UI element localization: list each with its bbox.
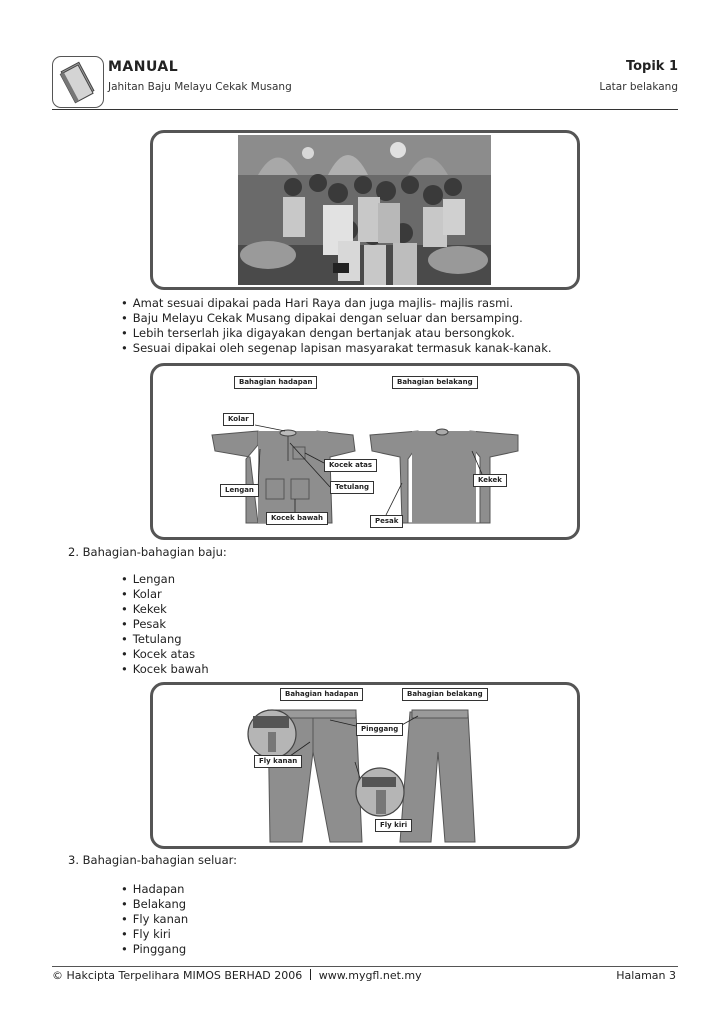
shirt-diagram [150,363,580,540]
list-item: • Lebih terserlah jika digayakan dengan bertanjak atau bersongkok. [121,326,552,341]
section3-heading: 3. Bahagian-bahagian seluar: [68,853,238,867]
list-item: • Fly kiri [121,927,188,942]
manual-book-icon [52,56,104,108]
label-kocek-atas: Kocek atas [324,459,377,472]
list-item: • Kocek bawah [121,662,209,677]
label-kekek: Kekek [473,474,507,487]
page-header [52,52,678,110]
list-item: • Pinggang [121,942,188,957]
list-item: • Kolar [121,587,209,602]
label-kolar: Kolar [223,413,254,426]
footer-divider [52,966,678,967]
manual-title: MANUAL [108,59,179,75]
label-tetulang: Tetulang [330,481,374,494]
list-item: • Belakang [121,897,188,912]
copyright-text: © Hakcipta Terpelihara MIMOS BERHAD 2006 [52,969,303,982]
list-item: • Amat sesuai dipakai pada Hari Raya dan juga majlis- majlis rasmi. [121,296,552,311]
list-item: • Lengan [121,572,209,587]
label-pesak: Pesak [370,515,403,528]
trousers-diagram [150,682,580,849]
section2-heading: 2. Bahagian-bahagian baju: [68,545,227,559]
label-fly-kiri: Fly kiri [375,819,412,832]
shirt-front-label: Bahagian hadapan [234,376,317,389]
list-item: • Fly kanan [121,912,188,927]
website-link[interactable]: www.mygfl.net.my [318,969,422,982]
manual-subtitle: Jahitan Baju Melayu Cekak Musang [108,81,292,93]
footer-credit [52,969,422,982]
header-divider [52,109,678,110]
trousers-back-label: Bahagian belakang [402,688,488,701]
label-lengan: Lengan [220,484,259,497]
shirt-back-label: Bahagian belakang [392,376,478,389]
label-pinggang: Pinggang [356,723,403,736]
group-photo [238,135,491,285]
footer-separator [310,969,312,980]
list-item: • Tetulang [121,632,209,647]
label-fly-kanan: Fly kanan [254,755,302,768]
list-item: • Baju Melayu Cekak Musang dipakai dengan seluar dan bersamping. [121,311,552,326]
shirt-parts-list [121,572,209,677]
trousers-parts-list [121,882,188,957]
label-kocek-bawah: Kocek bawah [266,512,328,525]
list-item: • Hadapan [121,882,188,897]
trousers-front-label: Bahagian hadapan [280,688,363,701]
list-item: • Kekek [121,602,209,617]
list-item: • Pesak [121,617,209,632]
section-label: Latar belakang [599,81,678,93]
topic-label: Topik 1 [625,59,678,74]
intro-bullet-list [121,296,552,356]
page-number: Halaman 3 [616,969,676,982]
list-item: • Sesuai dipakai oleh segenap lapisan masyarakat termasuk kanak-kanak. [121,341,552,356]
list-item: • Kocek atas [121,647,209,662]
